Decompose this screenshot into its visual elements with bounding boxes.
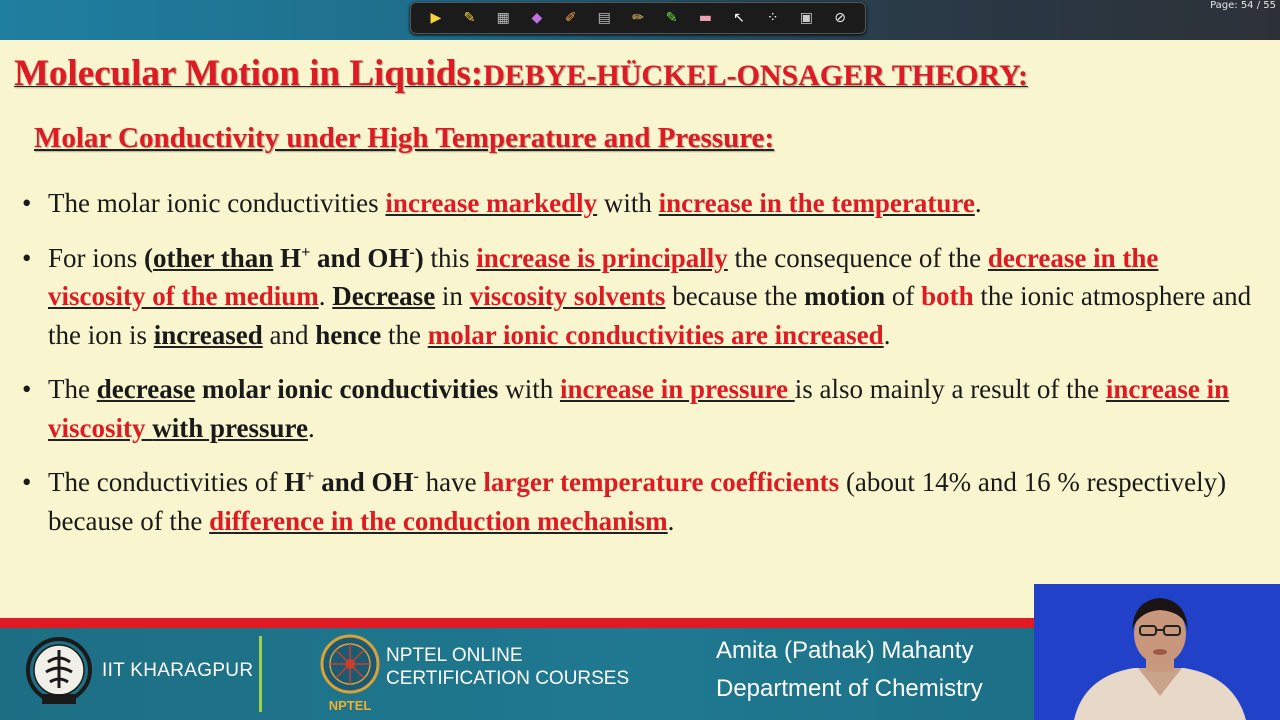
bullet-marker: • [22,467,32,497]
highlight-red: decrease in the viscosity of the medium [48,242,1159,311]
ion-oh: and OH [314,467,414,497]
bold-text: motion [804,281,886,311]
pencil-icon[interactable]: ✏ [632,10,644,26]
nptel-logo-icon [318,632,382,716]
ion-oh: and OH [310,242,410,273]
text: . [974,188,982,218]
marker-icon[interactable]: ✐ [564,10,577,26]
bullet-list [22,184,1262,556]
highlight-black: decrease [96,374,196,404]
presenter-video-icon [1034,584,1280,720]
nptel-label [386,644,629,690]
footer-separator [259,636,262,712]
bullet-item [22,184,1262,223]
pen-icon[interactable]: ◆ [531,10,543,26]
title-theory: DEBYE-HÜCKEL-ONSAGER THEORY: [483,59,1028,92]
highlight-red: increase markedly [385,188,598,218]
text: The conductivities of [48,467,285,497]
highlight-red: viscosity solvents [469,281,666,311]
paren-close: ) [414,242,424,273]
stop-icon[interactable]: ⊘ [834,10,846,26]
highlight-red: difference in the conduction mechanism [209,505,668,536]
title-colon: : [470,53,484,94]
whiteboard-icon[interactable]: ▣ [799,10,814,26]
highlight-red: increase in viscosity [48,374,1230,443]
text: the consequence of the [727,242,988,273]
bullet-marker: • [22,188,32,218]
text: is also mainly a result of the [794,374,1106,404]
highlight-red: molar ionic conductivities are increased [427,319,884,350]
clear-icon[interactable]: ▤ [597,10,611,26]
text: with [597,188,659,218]
pointer-icon[interactable]: ▶ [430,10,442,26]
charge-plus: + [305,467,315,485]
text: this [423,242,477,273]
charge-minus: - [409,242,415,261]
nptel-line-1: NPTEL ONLINE [386,645,523,666]
ion-h: H [273,242,302,273]
arrow-cursor-icon[interactable]: ↖ [733,10,745,26]
paren-open: ( [144,242,154,273]
slide-title [14,52,1028,95]
bullet-item [22,239,1262,355]
text: and [262,319,316,350]
highlight-red: increase in pressure [559,374,795,404]
bold-text: molar ionic conductivities [195,374,499,404]
slide-subtitle [34,122,774,155]
text: of [885,281,922,311]
bold-red-text: larger temperature coefficients [483,467,840,497]
presenter-department: Department of Chemistry [716,675,983,702]
page-indicator: Page: 54 / 55 [1210,0,1276,11]
text: . [883,319,891,350]
text: . [318,281,333,311]
webcam-feed [1034,584,1280,720]
highlighter-icon[interactable]: ✎ [463,10,476,26]
bold-red-text: both [921,281,974,311]
highlight-red: increase is principally [476,242,728,273]
text: . [667,505,675,536]
text: The molar ionic conductivities [48,188,386,218]
rubber-icon[interactable]: ▬ [698,10,712,26]
subtitle-text: Molar Conductivity under High Temperature and Pressure [34,122,765,154]
iit-kharagpur-logo-icon [24,632,94,712]
bullet-item [22,463,1262,540]
ion-h: H [284,467,306,497]
text: in [435,281,470,311]
subtitle-colon: : [764,122,775,154]
presenter-info [716,632,983,708]
text: For ions [48,242,145,273]
bullet-marker: • [22,242,32,273]
green-pen-icon[interactable]: ✎ [665,10,678,26]
title-main: Molecular Motion in Liquids [14,53,471,94]
text: the [381,319,428,350]
text: The [48,374,97,404]
nptel-line-2: CERTIFICATION COURSES [386,668,630,689]
bold-text: hence [315,319,382,350]
highlight-black: Decrease [332,281,436,311]
nptel-logo-text: NPTEL [328,698,372,713]
highlight-black: increased [153,319,263,350]
presenter-name: Amita (Pathak) Mahanty [716,637,974,664]
text: (about 14% and 16 % respectively) because of the [48,467,1227,536]
text: have [418,467,484,497]
text: . [308,412,315,443]
laser-dots-icon[interactable]: ⁘ [766,10,779,26]
bullet-item [22,370,1262,447]
text: the ionic atmosphere and the ion is [48,281,1252,350]
charge-plus: + [301,242,311,261]
highlight-red: increase in the temperature [658,188,975,218]
text: with [498,374,560,404]
annotation-toolbar [410,2,866,34]
highlight-black: other than [153,242,274,273]
charge-minus: - [413,467,419,485]
text: because the [665,281,805,311]
highlight-black: with pressure [152,412,309,443]
iit-kharagpur-label: IIT KHARAGPUR [102,660,254,681]
eraser-icon[interactable]: ▦ [496,10,510,26]
bullet-marker: • [22,374,32,404]
